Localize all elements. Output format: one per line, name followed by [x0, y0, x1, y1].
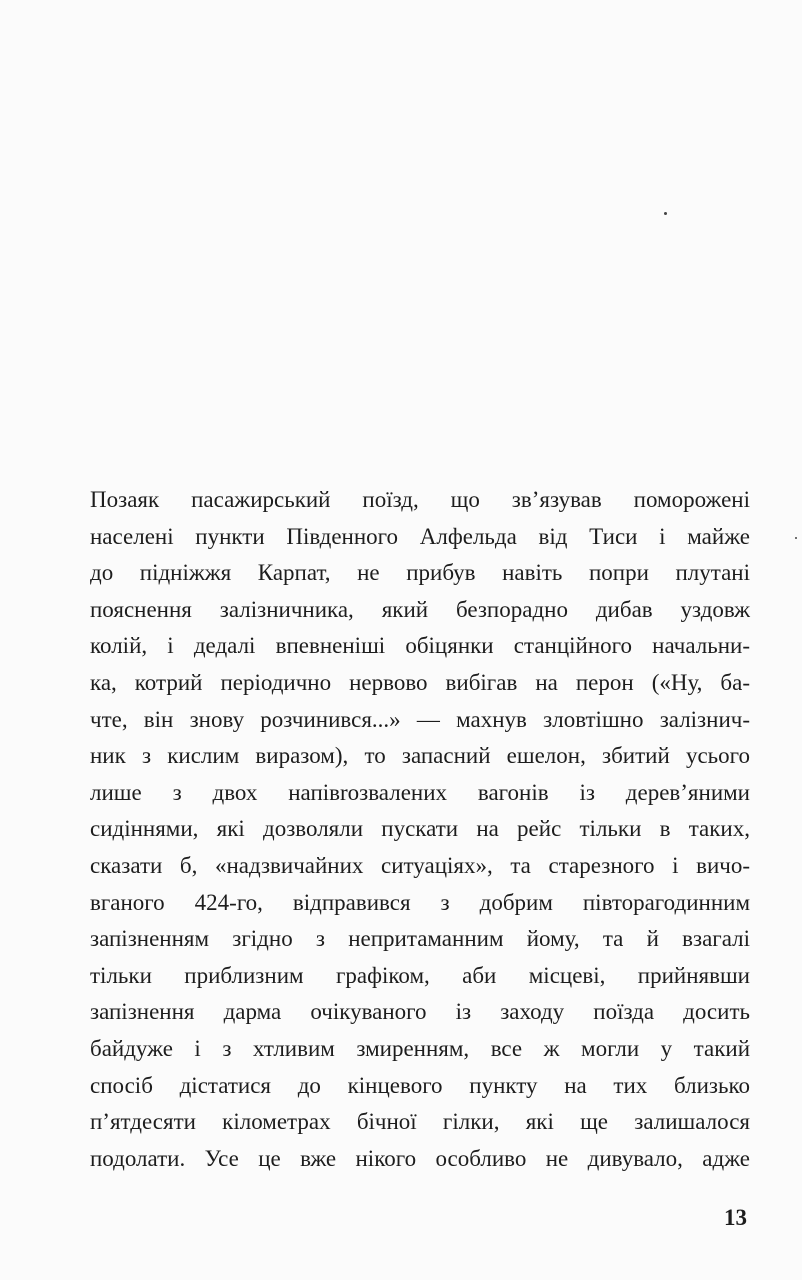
text-line: до підніжжя Карпат, не прибув навіть попри плутані [90, 560, 750, 586]
text-line: тільки приблизним графіком, аби місцеві, прийнявши [90, 962, 750, 988]
text-line: п’ятдесяти кілометрах бічної гілки, які ще залишалося [90, 1109, 750, 1135]
text-line: вганого 424-го, відправився з добрим півторагодинним [90, 889, 750, 915]
text-line: байдуже і з хтливим змиренням, все ж могли у такий [90, 1035, 750, 1061]
paper-speck [664, 212, 667, 215]
text-line: ка, котрий періодично нервово вибігав на перон («Ну, ба- [90, 669, 750, 695]
text-line: сидіннями, які дозволяли пускати на рейс тільки в таких, [90, 816, 750, 842]
text-line: лише з двох напівrозвалених вагонів із дерев’яними [90, 779, 750, 805]
text-line: подолати. Усе це вже нікого особливо не дивувало, адже [90, 1145, 750, 1171]
text-line: запізненням згідно з непритаманним йому, та й взагалі [90, 926, 750, 952]
text-line: чте, він знову розчинився...» — махнув зловтішно залізнич- [90, 706, 750, 732]
text-line: населені пункти Південного Алфельда від Тиси і майже [90, 523, 750, 549]
text-line: Позаяк пасажирський поїзд, що зв’язував поморожені [90, 487, 750, 512]
text-line: запізнення дарма очікуваного із заходу поїзда досить [90, 999, 750, 1025]
text-line: пояснення залізничника, який безпорадно дибав уздовж [90, 596, 750, 622]
paper-speck [795, 537, 797, 539]
text-line: колій, і дедалі впевненіші обіцянки станційного начальни- [90, 633, 750, 659]
text-line: сказати б, «надзвичайних ситуаціях», та старезного і вичо- [90, 852, 750, 878]
text-line: спосіб дістатися до кінцевого пункту на тих близько [90, 1072, 750, 1098]
body-text [90, 482, 750, 1177]
text-line: ник з кислим виразом), то запасний ешелон, збитий усього [90, 743, 750, 769]
page-number: 13 [724, 1205, 747, 1230]
